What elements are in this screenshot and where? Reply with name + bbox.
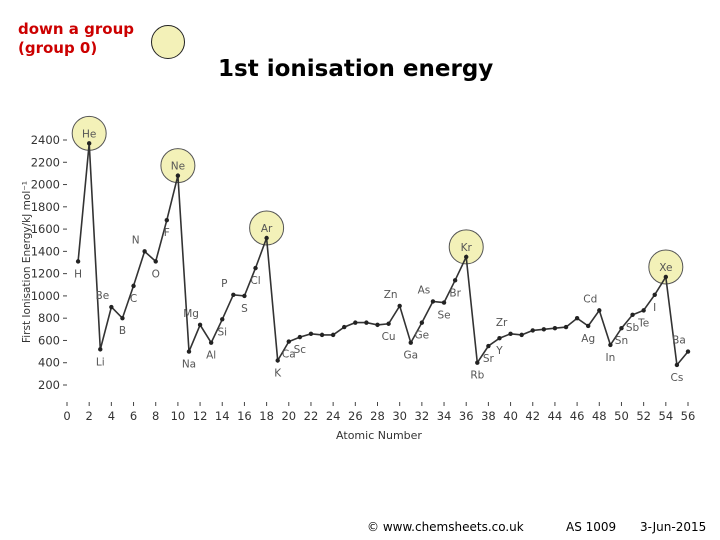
element-label: Zn <box>383 288 398 301</box>
x-tick-label: 24 <box>325 409 341 423</box>
element-label: Ge <box>414 329 430 342</box>
data-point <box>597 308 601 312</box>
element-label: Be <box>95 290 110 303</box>
data-point <box>508 332 512 336</box>
element-label: Ne <box>170 160 186 173</box>
x-tick-label: 52 <box>636 409 651 423</box>
data-point <box>442 300 446 304</box>
x-tick-label: 46 <box>569 409 585 423</box>
x-tick-label: 50 <box>614 409 629 423</box>
x-tick-label: 42 <box>525 409 541 423</box>
data-point <box>531 328 535 332</box>
element-label: Y <box>496 345 503 358</box>
data-point <box>608 343 612 347</box>
element-label: K <box>274 367 282 380</box>
data-point <box>331 333 335 337</box>
data-point <box>486 344 490 348</box>
data-point <box>664 275 668 279</box>
data-point <box>564 325 568 329</box>
data-point <box>542 327 546 331</box>
x-tick-label: 34 <box>436 409 452 423</box>
y-tick-label: 2400 <box>30 133 60 147</box>
element-label: Rb <box>470 369 485 382</box>
data-point <box>231 293 235 297</box>
x-tick-label: 38 <box>481 409 496 423</box>
data-point <box>220 317 224 321</box>
data-point <box>630 313 634 317</box>
element-label: Al <box>206 349 217 362</box>
data-point <box>397 304 401 308</box>
element-label: Sb <box>625 321 640 334</box>
data-point <box>519 333 523 337</box>
x-tick-label: 22 <box>303 409 319 423</box>
x-tick-label: 14 <box>214 409 230 423</box>
data-point <box>275 358 279 362</box>
document-date: 3-Jun-2015 <box>640 520 707 534</box>
data-point <box>298 335 302 339</box>
element-label: C <box>129 292 138 305</box>
data-point <box>264 236 268 240</box>
data-point <box>619 326 623 330</box>
y-tick-label: 1600 <box>30 222 60 237</box>
y-axis-title: First Ionisation Energy/kJ mol⁻¹ <box>21 180 33 344</box>
element-label: O <box>151 268 160 281</box>
element-label: Mg <box>183 307 199 320</box>
data-point <box>641 308 645 312</box>
element-label: F <box>163 227 170 240</box>
data-point <box>364 320 368 324</box>
element-label: P <box>221 277 228 290</box>
element-label: Se <box>437 309 451 322</box>
x-tick-label: 32 <box>414 409 430 423</box>
data-point <box>209 340 213 344</box>
element-label: S <box>241 302 248 315</box>
element-label: Br <box>449 287 461 300</box>
data-point <box>253 266 257 270</box>
data-point <box>131 284 135 288</box>
data-point <box>165 218 169 222</box>
data-point <box>353 320 357 324</box>
y-tick-label: 2200 <box>30 155 60 170</box>
y-tick-label: 1400 <box>30 244 60 259</box>
y-tick-label: 2000 <box>30 177 60 192</box>
x-tick-label: 54 <box>658 409 674 423</box>
x-tick-label: 40 <box>503 409 518 423</box>
x-axis-title: Atomic Number <box>336 429 422 442</box>
data-point <box>497 336 501 340</box>
x-tick-label: 56 <box>680 409 696 423</box>
element-label: Xe <box>659 261 673 274</box>
element-label: N <box>131 234 140 247</box>
element-label: Ar <box>260 223 273 235</box>
data-point <box>675 363 679 367</box>
element-label: H <box>74 268 83 281</box>
data-point <box>320 333 324 337</box>
x-tick-label: 20 <box>281 409 297 423</box>
data-point <box>287 339 291 343</box>
document-code: AS 1009 <box>566 520 617 534</box>
x-tick-label: 16 <box>237 409 252 423</box>
data-point <box>242 294 246 298</box>
data-point <box>375 323 379 327</box>
data-point <box>187 349 191 353</box>
y-tick-label: 600 <box>38 333 60 348</box>
x-tick-label: 36 <box>458 409 474 423</box>
element-label: Zr <box>495 316 508 329</box>
data-point <box>87 141 91 145</box>
element-label: Ba <box>672 334 686 347</box>
group-note-line2: (group 0) <box>18 39 98 57</box>
element-label: Sn <box>614 335 629 348</box>
data-point <box>453 278 457 282</box>
x-tick-label: 18 <box>259 409 274 423</box>
data-point <box>464 255 468 259</box>
data-point <box>575 316 579 320</box>
x-tick-label: 6 <box>129 409 138 423</box>
x-tick-label: 0 <box>63 409 71 423</box>
data-point <box>109 305 113 309</box>
data-point <box>475 361 479 365</box>
y-tick-label: 1800 <box>30 199 60 214</box>
x-tick-label: 44 <box>547 409 563 423</box>
data-point <box>686 349 690 353</box>
element-label: B <box>118 325 127 338</box>
x-tick-label: 10 <box>170 409 186 423</box>
element-label: Kr <box>460 241 472 254</box>
data-point <box>342 325 346 329</box>
y-tick-label: 1000 <box>30 288 60 303</box>
x-tick-label: 30 <box>392 409 407 423</box>
element-label: Cl <box>250 275 261 288</box>
x-tick-label: 2 <box>85 409 93 423</box>
y-tick-label: 400 <box>38 355 60 370</box>
data-point <box>420 320 424 324</box>
copyright-text: © www.chemsheets.co.uk <box>367 520 524 534</box>
data-point <box>553 326 557 330</box>
data-point <box>586 324 590 328</box>
data-point <box>431 299 435 303</box>
element-label: Te <box>638 317 650 330</box>
element-label: Ag <box>581 332 596 345</box>
group-note-line1: down a group <box>18 20 135 38</box>
x-tick-label: 4 <box>107 409 116 423</box>
x-tick-label: 26 <box>348 409 363 423</box>
element-label: He <box>81 128 97 141</box>
element-label: Ga <box>403 349 419 362</box>
element-label: Na <box>181 358 197 371</box>
y-tick-label: 200 <box>38 378 60 392</box>
data-point <box>386 322 390 326</box>
element-label: Si <box>217 326 228 339</box>
element-label: In <box>605 351 616 364</box>
data-point <box>76 259 80 263</box>
y-tick-label: 1200 <box>30 266 60 281</box>
element-label: Ca <box>281 348 296 361</box>
element-label: Li <box>95 356 105 369</box>
x-tick-label: 28 <box>370 409 385 423</box>
data-point <box>176 173 180 177</box>
x-tick-label: 12 <box>192 409 208 423</box>
element-label: Cu <box>381 330 396 343</box>
data-point <box>409 340 413 344</box>
element-label: Sr <box>482 353 494 366</box>
x-tick-label: 8 <box>152 409 160 423</box>
x-tick-label: 48 <box>591 409 607 423</box>
data-point <box>309 332 313 336</box>
element-label: Cs <box>670 371 684 384</box>
element-label: Cd <box>583 293 598 306</box>
data-point <box>98 347 102 351</box>
data-point <box>142 249 146 253</box>
data-point <box>120 316 124 320</box>
data-point <box>154 259 158 263</box>
element-label: As <box>417 284 431 297</box>
data-point <box>198 323 202 327</box>
data-point <box>653 293 657 297</box>
element-label: I <box>653 301 657 314</box>
element-label: Sc <box>293 344 307 357</box>
page-title: 1st ionisation energy <box>218 56 494 82</box>
y-tick-label: 800 <box>38 311 60 326</box>
